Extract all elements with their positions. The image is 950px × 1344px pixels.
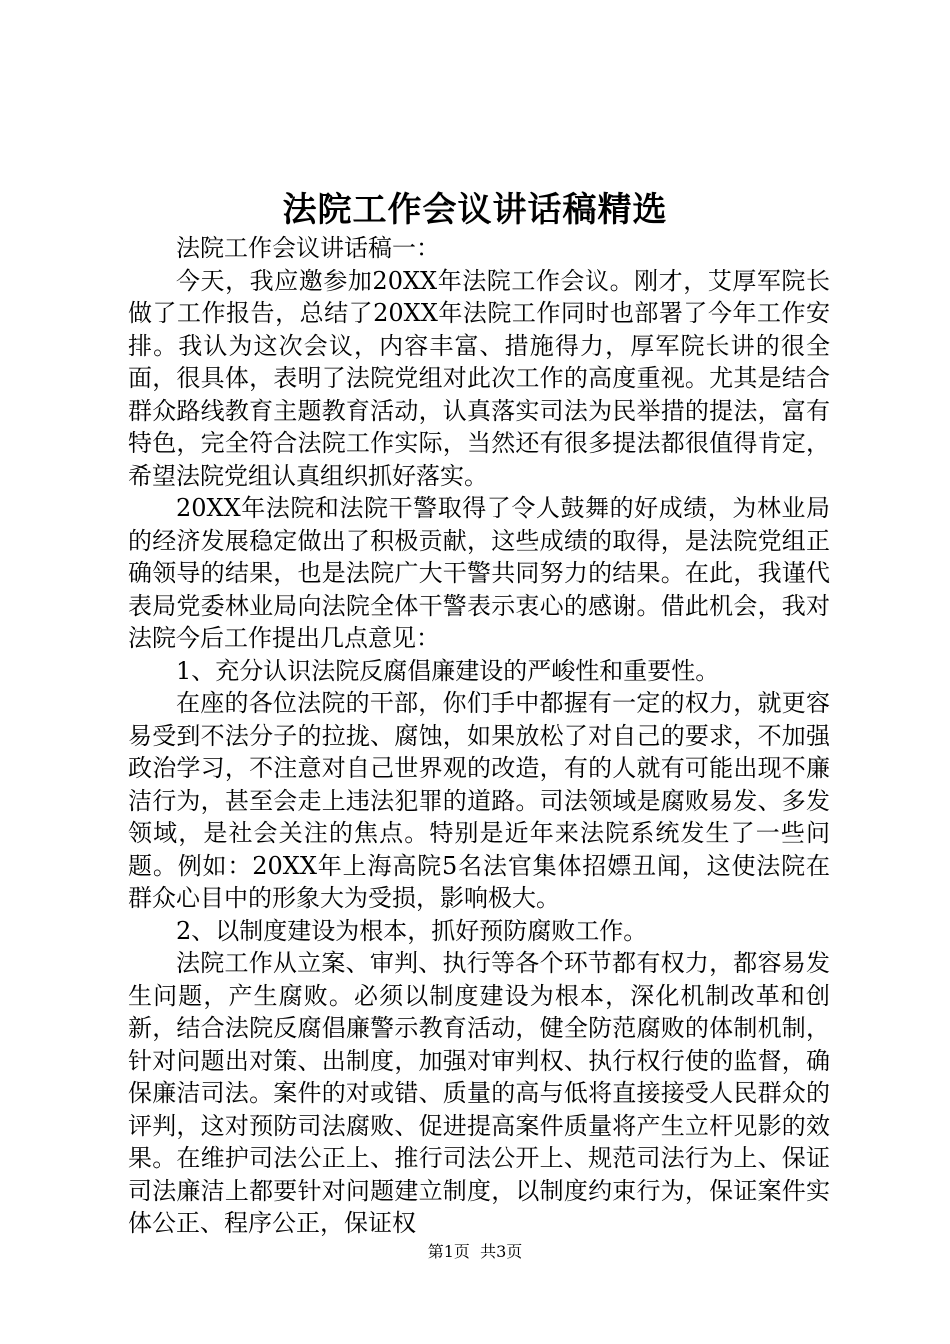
page-footer [0, 1241, 950, 1263]
paragraph: 20XX年法院和法院干警取得了令人鼓舞的好成绩，为林业局的经济发展稳定做出了积极贡献，这些成绩的取得，是法院党组正确领导的结果，也是法院广大干警共同努力的结果。在此，我谨代表局党委林业局向法院全体干警表示衷心的感谢。借此机会，我对法院今后工作提出几点意见： [128, 494, 830, 652]
section-heading: 1、充分认识法院反腐倡廉建设的严峻性和重要性。 [176, 656, 720, 685]
section-heading: 2、以制度建设为根本，抓好预防腐败工作。 [176, 916, 648, 945]
page-number: 第1页 [427, 1242, 470, 1261]
paragraph: 法院工作从立案、审判、执行等各个环节都有权力，都容易发生问题，产生腐败。必须以制度建设为根本，深化机制改革和创新，结合法院反腐倡廉警示教育活动，健全防范腐败的体制机制，针对问题出对策、出制度，加强对审判权、执行权行使的监督，确保廉洁司法。案件的对或错、质量的高与低将直接接受人民群众的评判，这对预防司法腐败、促进提高案件质量将产生立杆见影的效果。在维护司法公正上、推行司法公开上、规范司法行为上、保证司法廉洁上都要针对问题建立制度，以制度约束行为，保证案件实体公正、程序公正，保证权 [128, 949, 830, 1237]
paragraph-heading: 法院工作会议讲话稿一： [176, 234, 440, 262]
document-title: 法院工作会议讲话稿精选 [282, 190, 668, 230]
paragraph: 在座的各位法院的干部，你们手中都握有一定的权力，就更容易受到不法分子的拉拢、腐蚀，如果放松了对自己的要求，不加强政治学习，不注意对自己世界观的改造，有的人就有可能出现不廉洁行为，甚至会走上违法犯罪的道路。司法领域是腐败易发、多发领域，是社会关注的焦点。特别是近年来法院系统发生了一些问题。例如：20XX年上海高院5名法官集体招嫖丑闻，这使法院在群众心目中的形象大为受损，影响极大。 [128, 689, 830, 912]
document-body [128, 232, 830, 1240]
paragraph: 今天，我应邀参加20XX年法院工作会议。刚才，艾厚军院长做了工作报告，总结了20XX年法院工作同时也部署了今年工作安排。我认为这次会议，内容丰富、措施得力，厚军院长讲的很全面，很具体，表明了法院党组对此次工作的高度重视。尤其是结合群众路线教育主题教育活动，认真落实司法为民举措的提法，富有特色，完全符合法院工作实际，当然还有很多提法都很值得肯定，希望法院党组认真组织抓好落实。 [128, 266, 830, 490]
page-total: 共3页 [480, 1242, 523, 1261]
